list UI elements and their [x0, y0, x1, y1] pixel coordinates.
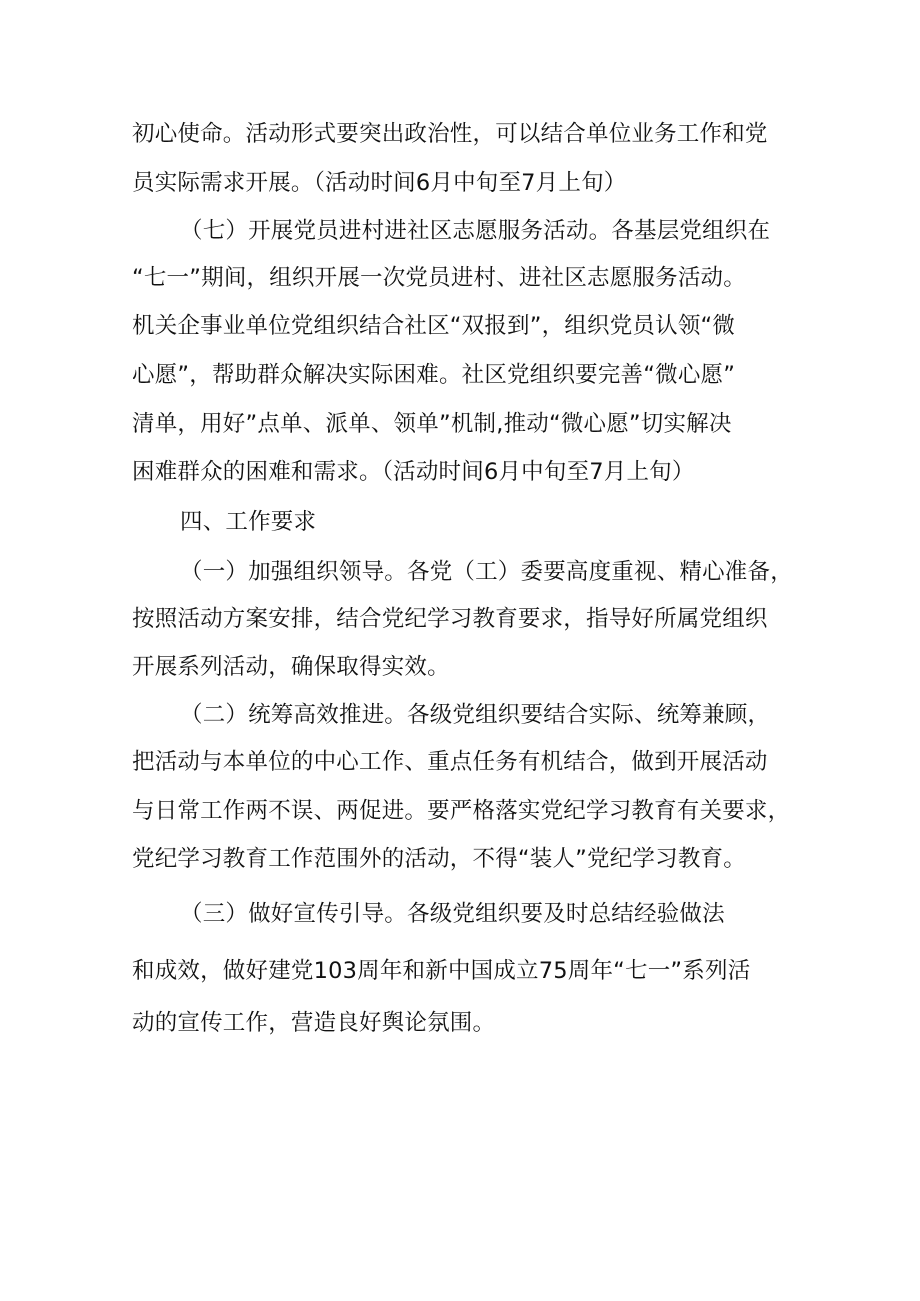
text-line-13: （二）统筹高效推进。各级党组织要结合实际、统筹兼顾， — [180, 702, 771, 728]
text-line-19: 动的宣传工作，营造良好舆论氛围。 — [132, 1010, 496, 1036]
text-line-12: 开展系列活动，确保取得实效。 — [132, 654, 450, 680]
text-line-4: “七一”期间，组织开展一次党员进村、进社区志愿服务活动。 — [132, 265, 746, 291]
text-line-18: 和成效，做好建党103周年和新中国成立75周年“七一”系列活 — [132, 958, 751, 984]
text-line-10: （一）加强组织领导。各党（工）委要高度重视、精心准备， — [180, 559, 793, 585]
text-line-14: 把活动与本单位的中心工作、重点任务有机结合，做到开展活动 — [132, 749, 768, 775]
text-line-17: （三）做好宣传引导。各级党组织要及时总结经验做法 — [180, 901, 725, 927]
text-line-5: 机关企事业单位党组织结合社区“双报到”，组织党员认领“微 — [132, 313, 736, 339]
text-line-11: 按照活动方案安排，结合党纪学习教育要求，指导好所属党组织 — [132, 606, 768, 632]
text-line-7: 清单，用好”点单、派单、领单”机制,推动“微心愿”切实解决 — [132, 411, 732, 437]
text-line-15: 与日常工作两不误、两促进。要严格落实党纪学习教育有关要求， — [132, 798, 791, 824]
text-line-3: （七）开展党员进村进社区志愿服务活动。各基层党组织在 — [180, 218, 771, 244]
text-line-8: 困难群众的困难和需求。（活动时间6月中旬至7月上旬） — [132, 459, 695, 485]
text-line-6: 心愿”，帮助群众解决实际困难。社区党组织要完善“微心愿” — [132, 362, 736, 388]
text-line-16: 党纪学习教育工作范围外的活动，不得“装人”党纪学习教育。 — [132, 846, 746, 872]
text-line-2: 员实际需求开展。（活动时间6月中旬至7月上旬） — [132, 170, 627, 196]
section-heading: 四、工作要求 — [180, 509, 317, 535]
text-line-1: 初心使命。活动形式要突出政治性，可以结合单位业务工作和党 — [132, 121, 768, 147]
